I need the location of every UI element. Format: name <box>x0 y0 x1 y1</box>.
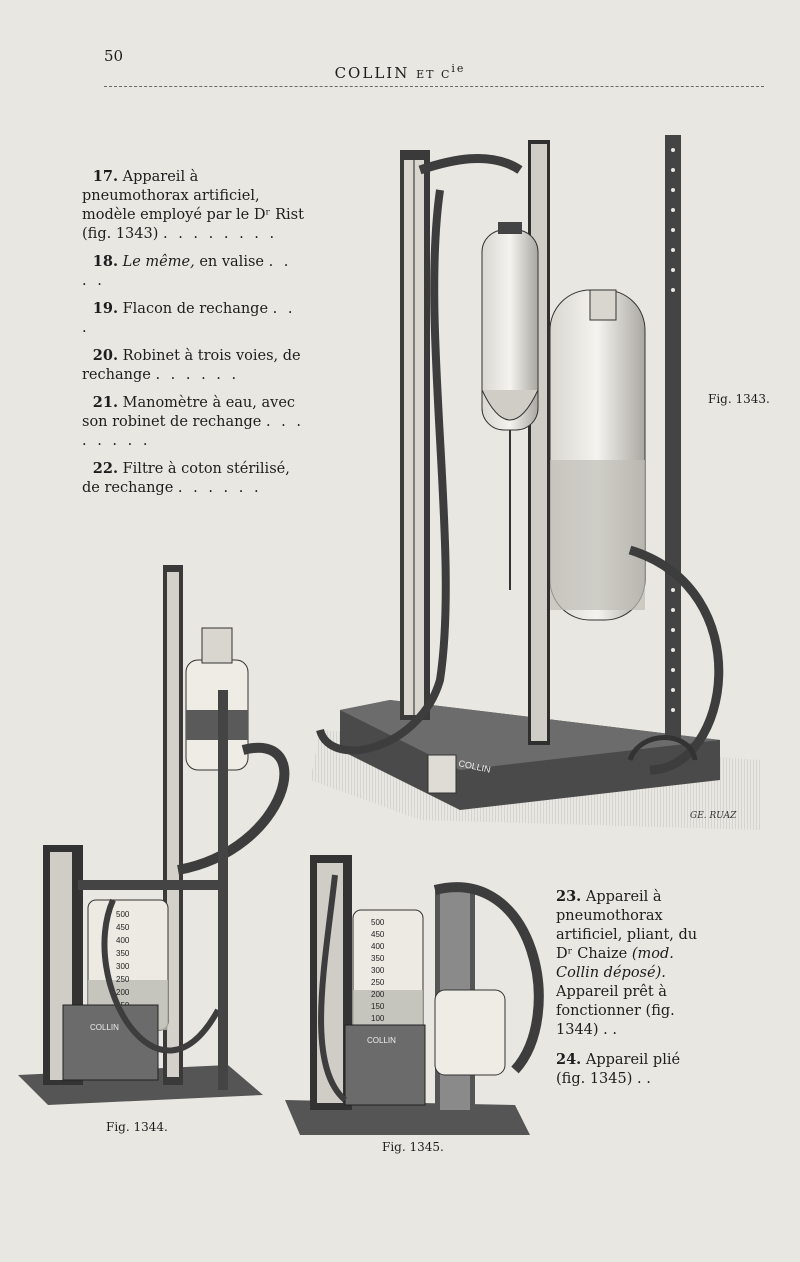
figure-1343-engraving <box>300 130 770 840</box>
publisher-sup: ie <box>451 62 466 75</box>
case-brand: COLLIN <box>367 1036 396 1045</box>
item-list-top <box>82 167 304 506</box>
engraver-signature: GE. RUAZ <box>690 811 737 821</box>
publisher-small: ET C <box>416 68 452 81</box>
case-brand: COLLIN <box>90 1023 119 1032</box>
item-list-bottom <box>556 887 702 1099</box>
scale-mark: 200 <box>371 990 385 999</box>
caption-fig-1345: Fig. 1345. <box>382 1140 444 1154</box>
scale-mark: 300 <box>371 966 385 975</box>
list-item: 21. Manomètre à eau, avec son robinet de rechange . . . . . . . . <box>82 394 305 449</box>
figure-1345-engraving <box>285 845 555 1145</box>
running-head <box>0 62 800 82</box>
caption-fig-1344: Fig. 1344. <box>106 1120 168 1134</box>
scale-mark: 450 <box>371 930 385 939</box>
list-item: 19. Flacon de rechange . . . <box>82 300 296 336</box>
scale-mark: 300 <box>116 962 130 971</box>
list-item: 17. Appareil à pneumothorax artificiel, modèle employé par le Dʳ Rist (fig. 1343) . . . . . . . . <box>82 168 304 242</box>
list-item: 20. Robinet à trois voies, de rechange . . . . . . <box>82 347 301 383</box>
scale-mark: 350 <box>116 949 130 958</box>
list-item: 18. Le même, en valise . . . . <box>82 253 292 289</box>
scale-mark: 500 <box>116 910 130 919</box>
base-brand: COLLIN <box>457 758 492 775</box>
scale-mark: 450 <box>116 923 130 932</box>
scale-mark: 350 <box>371 954 385 963</box>
scale-mark: 250 <box>116 975 130 984</box>
publisher-main: COLLIN <box>334 64 410 82</box>
list-item: 22. Filtre à coton stérilisé, de rechange . . . . . . <box>82 460 290 496</box>
figure-1344-engraving <box>18 560 298 1115</box>
scale-mark: 400 <box>371 942 385 951</box>
scale-mark: 500 <box>371 918 385 927</box>
list-item: 23. Appareil à pneumothorax artificiel, pliant, du Dʳ Chaize (mod. Collin déposé). Appareil prêt à fonctionner (fig. 1344) . . <box>556 888 698 1038</box>
scale-mark: 150 <box>371 1002 385 1011</box>
scale-mark: 100 <box>371 1014 385 1023</box>
caption-fig-1343: Fig. 1343. <box>708 392 770 406</box>
list-item: 24. Appareil plié (fig. 1345) . . <box>556 1051 681 1087</box>
page-number: 50 <box>104 47 124 65</box>
scale-mark: 400 <box>116 936 130 945</box>
scale-mark: 200 <box>116 988 130 997</box>
scale-mark: 250 <box>371 978 385 987</box>
header-rule <box>104 86 764 87</box>
